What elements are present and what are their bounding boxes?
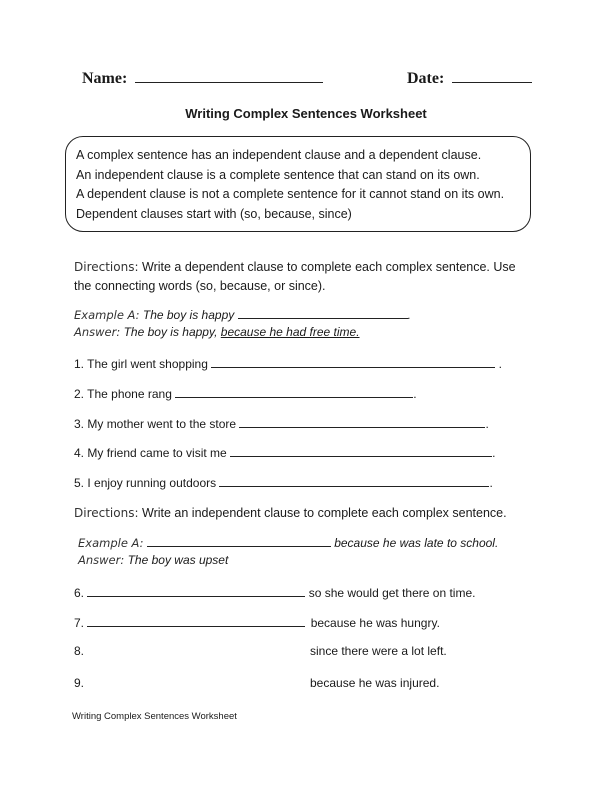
question-number: 5. bbox=[74, 476, 85, 490]
question-text: because he was hungry. bbox=[310, 616, 440, 630]
question-row: 3. My mother went to the store . bbox=[74, 417, 489, 431]
part1-answer bbox=[74, 325, 360, 339]
question-number: 8. bbox=[74, 644, 85, 658]
part1-directions-cont: the connecting words (so, because, or since). bbox=[74, 279, 326, 293]
question-row: 2. The phone rang . bbox=[74, 387, 417, 401]
directions-text: Write a dependent clause to complete each complex sentence. Use bbox=[142, 260, 516, 274]
question-row bbox=[74, 584, 475, 600]
question-text: since there were a lot left. bbox=[310, 644, 447, 658]
question-number: 2. bbox=[74, 387, 85, 401]
question-number: 3. bbox=[74, 417, 85, 431]
answer-blank[interactable] bbox=[219, 474, 489, 487]
part1-directions bbox=[74, 258, 516, 277]
page-title: Writing Complex Sentences Worksheet bbox=[185, 106, 427, 121]
answer-blank[interactable] bbox=[175, 385, 413, 398]
answer-underlined: because he had free time. bbox=[220, 325, 360, 339]
definition-line: An independent clause is a complete sentence that can stand on its own. bbox=[76, 167, 480, 182]
part1-example: Example A: The boy is happy . bbox=[74, 308, 411, 322]
answer-blank[interactable] bbox=[87, 614, 305, 627]
question-text: My mother went to the store bbox=[87, 417, 237, 431]
directions-text: Write an independent clause to complete each complex sentence. bbox=[142, 506, 507, 520]
question-text: because he was injured. bbox=[310, 676, 440, 690]
answer-text: The boy was upset bbox=[127, 553, 229, 567]
name-blank[interactable] bbox=[135, 70, 323, 83]
example-blank bbox=[147, 534, 331, 547]
example-blank bbox=[238, 306, 408, 319]
question-number: 6. bbox=[74, 586, 85, 600]
name-field[interactable] bbox=[82, 70, 323, 88]
answer-blank[interactable] bbox=[239, 415, 485, 428]
date-label: Date: bbox=[407, 70, 445, 87]
answer-blank[interactable] bbox=[211, 355, 495, 368]
name-label: Name: bbox=[82, 70, 128, 87]
question-number: 4. bbox=[74, 446, 85, 460]
example-text: The boy is happy bbox=[142, 308, 235, 322]
answer-blank[interactable] bbox=[230, 444, 492, 457]
question-row bbox=[74, 644, 84, 658]
answer-blank[interactable] bbox=[87, 584, 305, 597]
definition-box bbox=[65, 136, 531, 232]
answer-text: The boy is happy, bbox=[123, 325, 218, 339]
question-text: My friend came to visit me bbox=[87, 446, 227, 460]
question-text: The phone rang bbox=[87, 387, 172, 401]
question-row: 4. My friend came to visit me . bbox=[74, 446, 496, 460]
definition-line: Dependent clauses start with (so, because, since) bbox=[76, 206, 352, 221]
definition-line: A complex sentence has an independent clause and a dependent clause. bbox=[76, 148, 482, 162]
question-number: 9. bbox=[74, 676, 85, 690]
directions-label: Directions: bbox=[74, 506, 139, 520]
question-number: 7. bbox=[74, 616, 85, 630]
date-field[interactable] bbox=[407, 70, 532, 88]
footer: Writing Complex Sentences Worksheet bbox=[72, 711, 237, 722]
question-text: so she would get there on time. bbox=[308, 586, 476, 600]
directions-label: Directions: bbox=[74, 260, 139, 274]
answer-label: Answer: bbox=[78, 553, 125, 567]
question-row: 5. I enjoy running outdoors . bbox=[74, 476, 493, 490]
question-row: 1. The girl went shopping . bbox=[74, 357, 502, 371]
question-row bbox=[74, 614, 440, 630]
part2-answer bbox=[78, 553, 228, 567]
question-text: The girl went shopping bbox=[87, 357, 208, 371]
part2-directions bbox=[74, 504, 507, 523]
definition-line: A dependent clause is not a complete sentence for it cannot stand on its own. bbox=[76, 187, 505, 201]
example-label: Example A: bbox=[78, 536, 144, 550]
example-label: Example A: bbox=[74, 308, 140, 322]
question-row bbox=[74, 676, 84, 690]
part2-example bbox=[78, 534, 498, 550]
date-blank[interactable] bbox=[452, 70, 532, 83]
question-text: I enjoy running outdoors bbox=[87, 476, 217, 490]
example-text: because he was late to school. bbox=[334, 536, 499, 550]
question-number: 1. bbox=[74, 357, 85, 371]
answer-label: Answer: bbox=[74, 325, 121, 339]
